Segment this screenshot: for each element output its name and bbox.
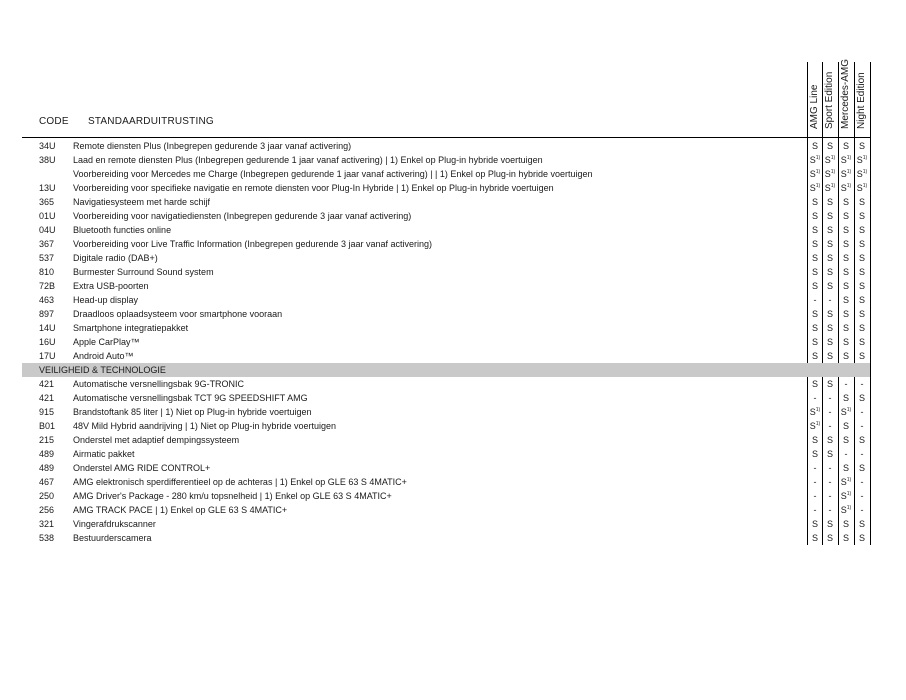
option-code: 16U [39,337,56,347]
availability-cell: - [860,477,864,487]
availability-cell: S [858,253,865,263]
availability-cell: - [813,505,817,515]
availability-cell: S [826,533,833,543]
availability-cell: S [826,435,833,445]
table-row [22,405,870,419]
option-code: 421 [39,379,55,389]
availability-cell: S [811,435,818,445]
option-code: 13U [39,183,56,193]
table-row [22,475,870,489]
availability-cell: S [858,533,865,543]
option-description: Laad en remote diensten Plus (Inbegrepen gedurende 1 jaar vanaf activering) | 1) Enkel op Plug-in hybride voertuigen [73,155,543,165]
table-row [22,461,870,475]
availability-cell: $S^{1)}$ [840,491,852,501]
availability-cell: S [858,463,865,473]
availability-cell: $S^{1)}$ [840,477,852,487]
availability-cell: S [826,323,833,333]
availability-cell: S [826,337,833,347]
option-code: 250 [39,491,55,501]
availability-cell: $S^{1)}$ [824,155,836,165]
footnote-marker: 1) [846,407,852,413]
availability-cell: S [842,309,849,319]
option-code: 538 [39,533,55,543]
table-row [22,349,870,363]
availability-cell: S [858,197,865,207]
availability-cell: - [828,421,832,431]
table-row [22,335,870,349]
availability-cell: - [860,491,864,501]
availability-cell: - [828,393,832,403]
option-code: 365 [39,197,55,207]
table-row [22,517,870,531]
availability-cell: S [811,225,818,235]
table-row [22,307,870,321]
availability-cell: S [811,141,818,151]
availability-cell: S [811,281,818,291]
option-description: Remote diensten Plus (Inbegrepen gedurende 3 jaar vanaf activering) [73,141,352,151]
availability-cell: S [826,519,833,529]
footnote-marker: 1) [815,155,821,161]
footnote-marker: 1) [830,183,836,189]
table-row [22,489,870,503]
availability-cell: S [842,463,849,473]
edition-header-mercedes-amg [838,49,854,129]
availability-cell: S [811,519,818,529]
edition-label: Mercedes-AMG [840,58,851,129]
availability-cell: S [858,323,865,333]
availability-cell: S [811,351,818,361]
availability-cell: - [828,407,832,417]
table-row [22,251,870,265]
option-code: 467 [39,477,55,487]
option-description: Automatische versnellingsbak TCT 9G SPEEDSHIFT AMG [73,393,308,403]
availability-cell: S [811,309,818,319]
availability-cell: S [826,141,833,151]
option-description: Bestuurderscamera [73,533,152,543]
section-title: VEILIGHEID & TECHNOLOGIE [39,365,166,375]
footnote-marker: 1) [846,491,852,497]
footnote-marker: 1) [815,407,821,413]
option-description: Vingerafdrukscanner [73,519,156,529]
availability-cell: $S^{1)}$ [856,155,868,165]
option-code: 72B [39,281,56,291]
option-code: B01 [39,421,56,431]
footnote-marker: 1) [815,169,821,175]
option-code: 321 [39,519,55,529]
option-description: Brandstoftank 85 liter | 1) Niet op Plug-in hybride voertuigen [73,407,312,417]
option-description: 48V Mild Hybrid aandrijving | 1) Niet op Plug-in hybride voertuigen [73,421,336,431]
table-row [22,265,870,279]
availability-cell: - [860,505,864,515]
availability-cell: $S^{1)}$ [840,155,852,165]
availability-cell: S [858,211,865,221]
availability-cell: S [842,351,849,361]
option-code: 256 [39,505,55,515]
availability-cell: $S^{1)}$ [840,505,852,515]
availability-cell: - [813,295,817,305]
availability-cell: S [811,323,818,333]
option-code: 04U [39,225,56,235]
availability-cell: $S^{1)}$ [809,407,821,417]
availability-cell: $S^{1)}$ [840,183,852,193]
option-code: 897 [39,309,55,319]
availability-cell: S [858,239,865,249]
option-description: Burmester Surround Sound system [73,267,214,277]
footnote-marker: 1) [862,169,868,175]
code-column-header: CODE [39,116,69,127]
availability-cell: S [842,141,849,151]
availability-cell: - [828,491,832,501]
option-description: Onderstel met adaptief dempingssysteem [73,435,240,445]
availability-cell: S [826,281,833,291]
availability-cell: - [813,477,817,487]
availability-cell: S [858,281,865,291]
availability-cell: S [811,337,818,347]
availability-cell: S [811,239,818,249]
option-description: Smartphone integratiepakket [73,323,189,333]
table-row [22,377,870,391]
table-row [22,167,870,181]
availability-cell: S [858,351,865,361]
availability-cell: S [842,281,849,291]
option-description: Airmatic pakket [73,449,135,459]
option-description: AMG elektronisch sperdifferentieel op de achteras | 1) Enkel op GLE 63 S 4MATIC+ [73,477,407,487]
edition-header-night-edition [854,49,870,129]
table-row [22,139,870,153]
option-code: 14U [39,323,56,333]
availability-cell: S [858,337,865,347]
table-row [22,181,870,195]
availability-cell: S [842,267,849,277]
availability-cell: - [813,491,817,501]
option-description: AMG TRACK PACE | 1) Enkel op GLE 63 S 4MATIC+ [73,505,288,515]
option-code: 17U [39,351,56,361]
option-description: Voorbereiding voor Mercedes me Charge (Inbegrepen gedurende 1 jaar vanaf activering) | | 1) Enkel op Plug-in hybride voertuigen [73,169,593,179]
equipment-column-header: STANDAARDUITRUSTING [88,116,214,127]
option-description: Voorbereiding voor Live Traffic Information (Inbegrepen gedurende 3 jaar vanaf activering) [73,239,433,249]
footnote-marker: 1) [862,183,868,189]
edition-label: AMG Line [809,84,820,129]
availability-cell: - [828,295,832,305]
availability-cell: - [860,379,864,389]
table-row [22,223,870,237]
table-row [22,279,870,293]
edition-header-sport-edition [822,49,838,129]
availability-cell: S [842,225,849,235]
availability-cell: S [842,519,849,529]
availability-cell: $S^{1)}$ [809,169,821,179]
section-header-row [22,363,870,377]
availability-cell: S [842,393,849,403]
availability-cell: S [842,197,849,207]
availability-cell: $S^{1)}$ [809,155,821,165]
option-description: Android Auto™ [73,351,134,361]
table-row [22,503,870,517]
availability-cell: S [858,267,865,277]
availability-cell: $S^{1)}$ [840,407,852,417]
availability-cell: S [826,225,833,235]
option-code: 810 [39,267,55,277]
availability-cell: S [842,323,849,333]
availability-cell: - [828,477,832,487]
footnote-marker: 1) [846,169,852,175]
availability-cell: $S^{1)}$ [809,183,821,193]
availability-cell: S [811,267,818,277]
availability-cell: S [826,449,833,459]
availability-cell: S [842,533,849,543]
table-row [22,209,870,223]
availability-cell: - [813,463,817,473]
edition-header-amg-line [807,49,823,129]
availability-cell: - [860,421,864,431]
option-code: 489 [39,449,55,459]
footnote-marker: 1) [846,155,852,161]
table-row [22,237,870,251]
availability-cell: S [842,253,849,263]
option-description: Voorbereiding voor specifieke navigatie en remote diensten voor Plug-In Hybride | 1) Enkel op Plug-in hybride voertuigen [73,183,554,193]
option-code: 489 [39,463,55,473]
edition-label: Night Edition [856,72,867,129]
availability-cell: $S^{1)}$ [824,183,836,193]
availability-cell: S [842,239,849,249]
availability-cell: - [844,449,848,459]
availability-cell: - [828,505,832,515]
option-code: 421 [39,393,55,403]
footnote-marker: 1) [815,421,821,427]
availability-cell: - [844,379,848,389]
availability-cell: S [842,435,849,445]
availability-cell: S [811,211,818,221]
option-description: Bluetooth functies online [73,225,172,235]
option-description: Extra USB-poorten [73,281,149,291]
option-description: Voorbereiding voor navigatiediensten (Inbegrepen gedurende 3 jaar vanaf activering) [73,211,412,221]
availability-cell: $S^{1)}$ [856,169,868,179]
option-code: 915 [39,407,55,417]
option-code: 01U [39,211,56,221]
availability-cell: S [826,379,833,389]
option-description: Draadloos oplaadsysteem voor smartphone vooraan [73,309,283,319]
availability-cell: S [811,449,818,459]
edition-label: Sport Edition [824,71,835,129]
availability-cell: - [828,463,832,473]
footnote-marker: 1) [846,183,852,189]
availability-cell: $S^{1)}$ [809,421,821,431]
footnote-marker: 1) [862,155,868,161]
availability-cell: S [842,211,849,221]
table-row [22,293,870,307]
option-description: Onderstel AMG RIDE CONTROL+ [73,463,211,473]
table-row [22,153,870,167]
table-row [22,419,870,433]
availability-cell: - [860,449,864,459]
availability-cell: S [811,533,818,543]
availability-cell: - [813,393,817,403]
column-divider [870,62,871,545]
footnote-marker: 1) [830,155,836,161]
option-code: 537 [39,253,55,263]
footnote-marker: 1) [846,505,852,511]
option-code: 34U [39,141,56,151]
footnote-marker: 1) [830,169,836,175]
availability-cell: S [858,309,865,319]
option-code: 463 [39,295,55,305]
table-row [22,391,870,405]
availability-cell: $S^{1)}$ [824,169,836,179]
option-description: Automatische versnellingsbak 9G-TRONIC [73,379,245,389]
table-row [22,433,870,447]
availability-cell: S [858,519,865,529]
availability-cell: - [860,407,864,417]
availability-cell: S [842,421,849,431]
table-row [22,447,870,461]
availability-cell: S [826,211,833,221]
availability-cell: S [826,351,833,361]
footnote-marker: 1) [846,477,852,483]
availability-cell: S [858,393,865,403]
option-description: Apple CarPlay™ [73,337,140,347]
availability-cell: S [858,295,865,305]
availability-cell: S [842,295,849,305]
availability-cell: S [858,435,865,445]
equipment-table [22,139,870,545]
table-row [22,321,870,335]
availability-cell: $S^{1)}$ [856,183,868,193]
availability-cell: S [858,141,865,151]
table-row [22,195,870,209]
availability-cell: S [826,239,833,249]
availability-cell: S [826,253,833,263]
option-code: 367 [39,239,55,249]
availability-cell: S [811,253,818,263]
option-code: 215 [39,435,55,445]
option-description: Head-up display [73,295,139,305]
availability-cell: S [842,337,849,347]
option-code: 38U [39,155,56,165]
option-description: Navigatiesysteem met harde schijf [73,197,211,207]
option-description: Digitale radio (DAB+) [73,253,158,263]
availability-cell: S [858,225,865,235]
availability-cell: S [811,379,818,389]
header-divider [22,137,870,138]
table-row [22,531,870,545]
availability-cell: S [826,267,833,277]
availability-cell: S [811,197,818,207]
footnote-marker: 1) [815,183,821,189]
availability-cell: S [826,309,833,319]
availability-cell: S [826,197,833,207]
availability-cell: $S^{1)}$ [840,169,852,179]
option-description: AMG Driver's Package - 280 km/u topsnelheid | 1) Enkel op GLE 63 S 4MATIC+ [73,491,392,501]
